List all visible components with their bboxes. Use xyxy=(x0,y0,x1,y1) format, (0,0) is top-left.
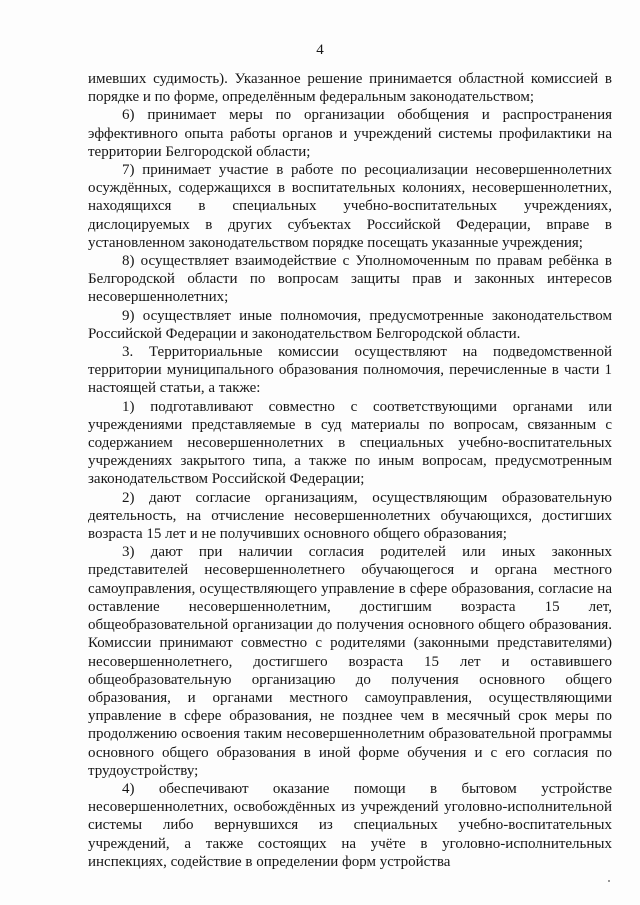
paragraph-subitem-2: 2) дают согласие организациям, осуществляющим образовательную деятельность, на отчисление несовершеннолетних обучающихся, достигших возраста 15 лет и не получивших основного общего образования; xyxy=(88,489,612,543)
paragraph-part-3: 3. Территориальные комиссии осуществляют на подведомственной территории муниципального образования полномочия, перечисленные в части 1 настоящей статьи, а также: xyxy=(88,344,612,397)
page-number: 4 xyxy=(316,42,324,58)
paragraph-continuation: имевших судимость). Указанное решение принимается областной комиссией в порядке и по форме, определённым федеральным законодательством; xyxy=(88,71,612,106)
paragraph-item-8: 8) осуществляет взаимодействие с Уполномоченным по правам ребёнка в Белгородской области по вопросам защиты прав и законных интересов несовершеннолетних; xyxy=(88,253,612,306)
document-body xyxy=(88,70,612,871)
scan-speck xyxy=(608,880,610,882)
paragraph-subitem-4: 4) обеспечивают оказание помощи в бытовом устройстве несовершеннолетних, освобождённых из учреждений уголовно-исполнительной системы либо вернувшихся из специальных учебно-воспитательных учреждений, а также состоящих на учёте в уголовно-исполнительных инспекциях, содействие в определении форм устройства xyxy=(88,780,612,870)
paragraph-subitem-3: 3) дают при наличии согласия родителей или иных законных представителей несовершеннолетнего обучающегося и органа местного самоуправления, осуществляющего управление в сфере образования, согласие на оставление несовершеннолетним, достигшим возраста 15 лет, общеобразовательной организации до получения основного общего образования. Комиссии принимают совместно с родителями (законными представителями) несовершеннолетнего, достигшего возраста 15 лет и оставившего общеобразовательную организацию до получения основного общего образования, и органами местного самоуправления, осуществляющими управление в сфере образования, не позднее чем в месячный срок меры по продолжению освоения таким несовершеннолетним образовательной программы основного общего образования в иной форме обучения и с его согласия по трудоустройству; xyxy=(88,544,612,779)
paragraph-subitem-1: 1) подготавливают совместно с соответствующими органами или учреждениями представляемые в суд материалы по вопросам, связанным с содержанием несовершеннолетних в специальных учебно-воспитательных учреждениях закрытого типа, а также по иным вопросам, предусмотренным законодательством Российской Федерации; xyxy=(88,398,612,488)
paragraph-item-6: 6) принимает меры по организации обобщения и распространения эффективного опыта работы органов и учреждений системы профилактики на территории Белгородской области; xyxy=(88,107,612,160)
paragraph-item-7: 7) принимает участие в работе по ресоциализации несовершеннолетних осуждённых, содержащихся в воспитательных колониях, несовершеннолетних, находящихся в специальных учебно-воспитательных учреждениях, дислоцируемых в других субъектах Российской Федерации, вправе в установленном законодательством порядке посещать указанные учреждения; xyxy=(88,162,612,251)
paragraph-item-9: 9) осуществляет иные полномочия, предусмотренные законодательством Российской Федерации и законодательством Белгородской области. xyxy=(88,307,612,342)
